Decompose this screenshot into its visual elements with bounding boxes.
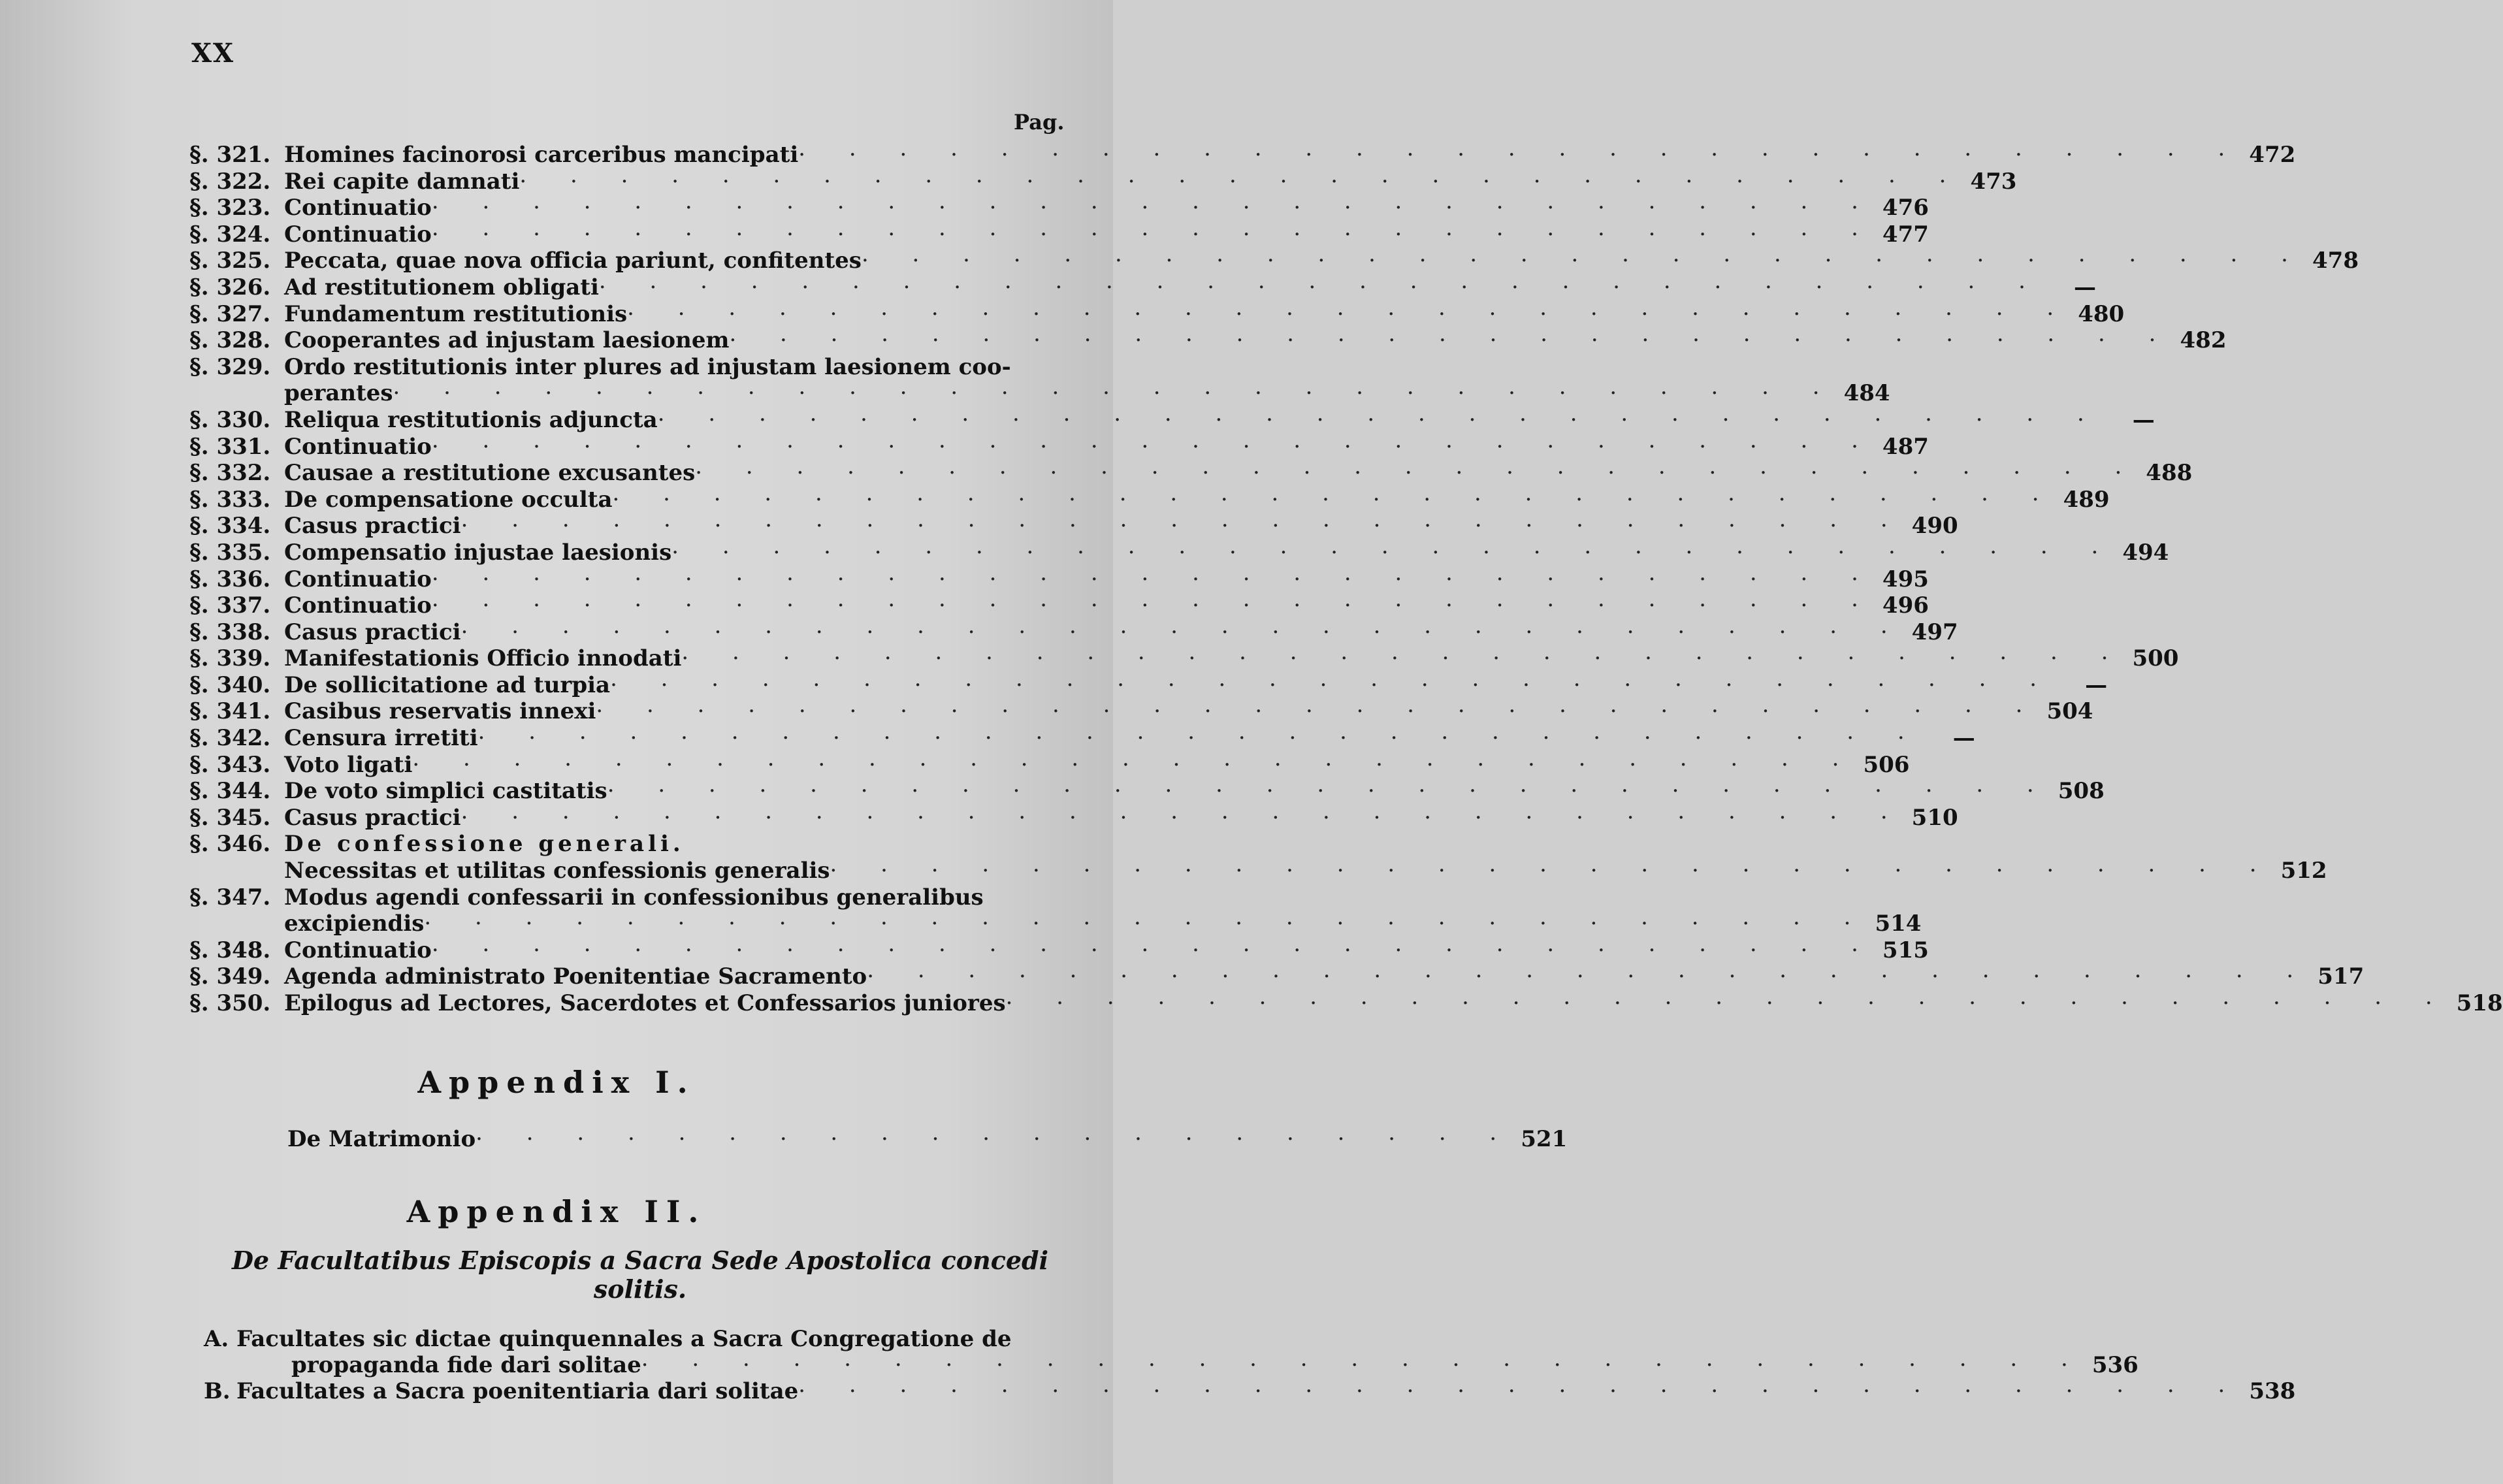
entry-page: 482	[2180, 327, 2227, 354]
leader-dots: · · · · · · · · · · · · · · · · · · · · · · · · · · · · ·	[431, 566, 1877, 592]
entry-title: Voto ligati	[284, 751, 413, 778]
section-number: §. 322.	[189, 168, 271, 195]
toc-entry	[189, 354, 1068, 381]
entry-title: excipiendis	[284, 911, 425, 937]
appendix-2-entry	[204, 1352, 2139, 1378]
toc-entry	[189, 990, 2503, 1017]
toc-entry	[189, 248, 2359, 274]
toc-entry	[189, 963, 2365, 990]
table-of-contents	[189, 142, 2503, 1017]
toc-entry	[189, 911, 1922, 937]
toc-entry	[189, 168, 2017, 195]
leader-dots: · · · · · · · · · · · · · · · · · · · · · · · · · · · · ·	[460, 804, 1906, 831]
appendix-2-subheading: De Facultatibus Episcopis a Sacra Sede Apostolica concedi solitis.	[231, 1246, 1049, 1304]
entry-title: Censura irretiti	[284, 725, 478, 752]
leader-dots: · · · · · · · · · · · · · · · · · · · · · · · · · · · · ·	[431, 195, 1877, 221]
appendix-2-entry	[204, 1326, 1068, 1352]
entry-page: 494	[2122, 539, 2169, 566]
section-number: §. 339.	[189, 645, 271, 672]
section-number: §. 321.	[189, 142, 271, 168]
leader-dots: · · · · · · · · · · · · · · · · · · · · · · · · · · · · ·	[607, 778, 2052, 805]
toc-entry	[189, 513, 1958, 540]
toc-entry	[189, 195, 1929, 221]
appendix-1-heading: Appendix I.	[417, 1065, 696, 1100]
leader-dots: · · · · · · · · · · · · · · · · · · · · · · · · · · · · ·	[431, 433, 1877, 460]
entry-title: Continuatio	[284, 433, 432, 460]
section-number: §. 333.	[189, 486, 271, 513]
toc-entry	[189, 539, 2169, 566]
entry-title: De voto simplici castitatis	[284, 778, 607, 805]
entry-page: 510	[1911, 804, 1958, 831]
section-number: §. 344.	[189, 778, 271, 805]
leader-dots: · · · · · · · · · · · · · · · · · · · · · · · · · · · · ·	[431, 221, 1877, 248]
toc-entry	[189, 725, 1975, 752]
entry-page: 497	[1911, 619, 1958, 645]
entry-title: Cooperantes ad injustam laesionem	[284, 327, 730, 354]
entry-title: Reliqua restitutionis adjuncta	[284, 406, 658, 433]
toc-entry	[189, 831, 1068, 858]
entry-title: Homines facinorosi carceribus mancipati	[284, 142, 799, 168]
leader-dots: · · · · · · · · · · · · · · · · · · · · · · · · · · · · ·	[519, 168, 1965, 195]
appendix-1-entry-page: 521	[1521, 1126, 1568, 1152]
entry-page: 508	[2058, 778, 2105, 805]
section-number: §. 328.	[189, 327, 271, 354]
toc-entry	[189, 221, 1929, 248]
section-number: §. 348.	[189, 937, 271, 963]
leader-dots: · · · · · · · · · · · · · · · · · · · · · · · · · · · · ·	[627, 300, 2073, 327]
toc-entry	[189, 671, 2108, 699]
leader-dots: · · · · · · · · · · · · · · · · · · · · · · · · · · · · ·	[657, 406, 2103, 433]
entry-title: Continuatio	[284, 592, 432, 619]
entry-title: Causae a restitutione excusantes	[284, 460, 696, 487]
section-number: §. 326.	[189, 274, 271, 300]
entry-title: propaganda fide dari solitae	[291, 1352, 641, 1378]
section-number: §. 341.	[189, 698, 271, 725]
entry-page: 512	[2280, 858, 2327, 884]
toc-entry	[189, 380, 1890, 407]
entry-title: Continuatio	[284, 566, 432, 592]
section-number: §. 338.	[189, 619, 271, 645]
entry-page: 500	[2132, 645, 2179, 672]
entry-page: 476	[1882, 195, 1929, 221]
entry-title: Casus practici	[284, 804, 461, 831]
entry-title: De sollicitatione ad turpia	[284, 671, 611, 698]
section-number: §. 324.	[189, 221, 271, 248]
leader-dots: · · · · · · · · · · · · · · · · · · · · · · · · · · · · ·	[1005, 990, 2451, 1016]
leader-dots: · · · · · · · · · · · · · · · · · · · · · · · · · · · · ·	[431, 592, 1877, 619]
leader-dots: · · · · · · · · · · · · · · · · · · · · · · · · · · · · ·	[612, 486, 2058, 513]
entry-page: 514	[1875, 911, 1922, 937]
entry-page: —	[2132, 406, 2155, 433]
entry-title: Ordo restitutionis inter plures ad injustam laesionem coo-	[284, 353, 1011, 380]
entry-title: De confessione generali.	[284, 831, 685, 858]
leader-dots: · · · · · · · · · · · · · · · · · · · · · · · · · · · · ·	[477, 725, 1923, 752]
entry-page: 515	[1882, 937, 1929, 963]
entry-page: 489	[2063, 486, 2110, 513]
entry-page: 478	[2312, 248, 2359, 274]
toc-entry	[189, 858, 2327, 884]
leader-dots: · · · · · · · · · · · · · · · · · · · · ·	[476, 1126, 1515, 1152]
toc-entry	[189, 566, 1929, 593]
leader-dots: · · · · · · · · · · · · · · · · · · · · · · · · · · · · ·	[460, 513, 1906, 540]
toc-entry	[189, 486, 2110, 513]
page-number: XX	[191, 38, 235, 69]
toc-entry	[189, 751, 1910, 779]
section-number: §. 331.	[189, 433, 271, 460]
entry-page: 490	[1911, 513, 1958, 540]
entry-label: A.	[204, 1326, 229, 1352]
toc-entry	[189, 698, 2093, 725]
section-number: §. 346.	[189, 831, 271, 858]
leader-dots: · · · · · · · · · · · · · · · · · · · · · · · · · · · · ·	[393, 380, 1838, 407]
leader-dots: · · · · · · · · · · · · · · · · · · · · · · · · · · · · ·	[861, 248, 2306, 274]
entry-title: Ad restitutionem obligati	[284, 274, 599, 300]
section-number: §. 327.	[189, 300, 271, 327]
entry-label: B.	[204, 1378, 231, 1404]
entry-title: Continuatio	[284, 937, 432, 963]
toc-entry	[189, 433, 1929, 460]
toc-entry	[189, 619, 1958, 646]
entry-page: 496	[1882, 592, 1929, 619]
entry-page: 488	[2146, 460, 2193, 487]
entry-page: 487	[1882, 433, 1929, 460]
entry-title: Modus agendi confessarii in confessionibus generalibus	[284, 884, 984, 911]
toc-entry	[189, 937, 1929, 964]
entry-title: Casibus reservatis innexi	[284, 698, 596, 725]
entry-title: Facultates sic dictae quinquennales a Sacra Congregatione de	[236, 1326, 1012, 1352]
leader-dots: · · · · · · · · · · · · · · · · · · · · · · · · · · · · ·	[641, 1352, 2086, 1378]
entry-title: Epilogus ad Lectores, Sacerdotes et Confessarios juniores	[284, 990, 1006, 1016]
toc-entry	[189, 460, 2193, 487]
appendix-2-heading: Appendix II.	[406, 1194, 707, 1229]
entry-page: 480	[2078, 300, 2125, 327]
entry-page: 484	[1843, 380, 1890, 407]
entry-title: De compensatione occulta	[284, 486, 613, 513]
leader-dots: · · · · · · · · · · · · · · · · · · · · · · · · · · · · ·	[695, 460, 2140, 487]
leader-dots: · · · · · · · · · · · · · · · · · · · · · · · · · · · · ·	[671, 539, 2117, 566]
leader-dots: · · · · · · · · · · · · · · · · · · · · · · · · · · · · ·	[798, 142, 2244, 168]
toc-entry	[189, 142, 2296, 169]
section-number: §. 349.	[189, 963, 271, 990]
entry-title: Necessitas et utilitas confessionis generalis	[284, 858, 830, 884]
entry-title: Facultates a Sacra poenitentiaria dari solitae	[236, 1378, 799, 1404]
entry-title: Manifestationis Officio innodati	[284, 645, 682, 672]
leader-dots: · · · · · · · · · · · · · · · · · · · · · · · · · · · · ·	[610, 671, 2056, 698]
section-number: §. 335.	[189, 539, 271, 566]
section-number: §. 336.	[189, 566, 271, 592]
leader-dots: · · · · · · · · · · · · · · · · · · · · · · · · · · · · ·	[412, 751, 1858, 778]
entry-title: Fundamentum restitutionis	[284, 300, 628, 327]
entry-title: Casus practici	[284, 513, 461, 540]
section-number: §. 332.	[189, 460, 271, 487]
entry-page: 472	[2249, 142, 2296, 168]
section-number: §. 329.	[189, 353, 271, 380]
appendix-1-entry	[287, 1126, 1568, 1152]
leader-dots: · · · · · · · · · · · · · · · · · · · · · · · · · · · · ·	[424, 911, 1869, 937]
entry-title: Continuatio	[284, 221, 432, 248]
section-number: §. 345.	[189, 804, 271, 831]
entry-title: Peccata, quae nova officia pariunt, confitentes	[284, 248, 862, 274]
leader-dots: · · · · · · · · · · · · · · · · · · · · · · · · · · · · ·	[681, 645, 2127, 672]
leader-dots: · · · · · · · · · · · · · · · · · · · · · · · · · · · · ·	[729, 327, 2174, 354]
leader-dots: · · · · · · · · · · · · · · · · · · · · · · · · · · · · ·	[460, 619, 1906, 645]
entry-title: Compensatio injustae laesionis	[284, 539, 672, 566]
leader-dots: · · · · · · · · · · · · · · · · · · · · · · · · · · · · ·	[830, 858, 2275, 884]
section-number: §. 350.	[189, 990, 271, 1016]
leader-dots: · · · · · · · · · · · · · · · · · · · · · · · · · · · · ·	[798, 1378, 2244, 1404]
entry-title: Agenda administrato Poenitentiae Sacramento	[284, 963, 867, 990]
entry-title: perantes	[284, 380, 393, 407]
toc-entry	[189, 406, 2155, 434]
appendix-1-entry-title: De Matrimonio	[287, 1126, 476, 1152]
toc-entry	[189, 327, 2227, 354]
section-number: §. 342.	[189, 725, 271, 752]
section-number: §. 343.	[189, 751, 271, 778]
leader-dots: · · · · · · · · · · · · · · · · · · · · · · · · · · · · ·	[596, 698, 2041, 725]
entry-page: 473	[1970, 168, 2017, 195]
entry-title: Casus practici	[284, 619, 461, 645]
toc-entry	[189, 884, 1068, 911]
entry-page: —	[1952, 725, 1975, 752]
toc-entry	[189, 804, 1958, 831]
leader-dots: · · · · · · · · · · · · · · · · · · · · · · · · · · · · ·	[867, 963, 2312, 990]
toc-entry	[189, 645, 2179, 672]
section-number: §. 323.	[189, 195, 271, 221]
toc-entry	[189, 592, 1929, 619]
entry-page: 518	[2456, 990, 2503, 1016]
entry-title: Continuatio	[284, 195, 432, 221]
appendix-2-entry	[204, 1378, 2296, 1404]
entry-page: 495	[1882, 566, 1929, 592]
toc-entry	[189, 274, 2096, 301]
section-number: §. 334.	[189, 513, 271, 540]
section-number: §. 347.	[189, 884, 271, 911]
section-number: §. 340.	[189, 671, 271, 698]
entry-page: 506	[1863, 751, 1910, 778]
toc-entry	[189, 778, 2105, 805]
entry-page: 536	[2091, 1352, 2139, 1378]
entry-page: —	[2085, 671, 2108, 698]
leader-dots: · · · · · · · · · · · · · · · · · · · · · · · · · · · · ·	[431, 937, 1877, 963]
entry-page: 477	[1882, 221, 1929, 248]
section-number: §. 330.	[189, 406, 271, 433]
section-number: §. 325.	[189, 248, 271, 274]
entry-page: 504	[2046, 698, 2093, 725]
pag-column-label: Pag.	[1014, 110, 1065, 135]
entry-title: Rei capite damnati	[284, 168, 520, 195]
leader-dots: · · · · · · · · · · · · · · · · · · · · · · · · · · · · ·	[598, 274, 2044, 300]
toc-entry	[189, 300, 2125, 328]
section-number: §. 337.	[189, 592, 271, 619]
entry-page: 538	[2249, 1378, 2296, 1404]
entry-page: —	[2073, 274, 2096, 300]
entry-page: 517	[2317, 963, 2365, 990]
